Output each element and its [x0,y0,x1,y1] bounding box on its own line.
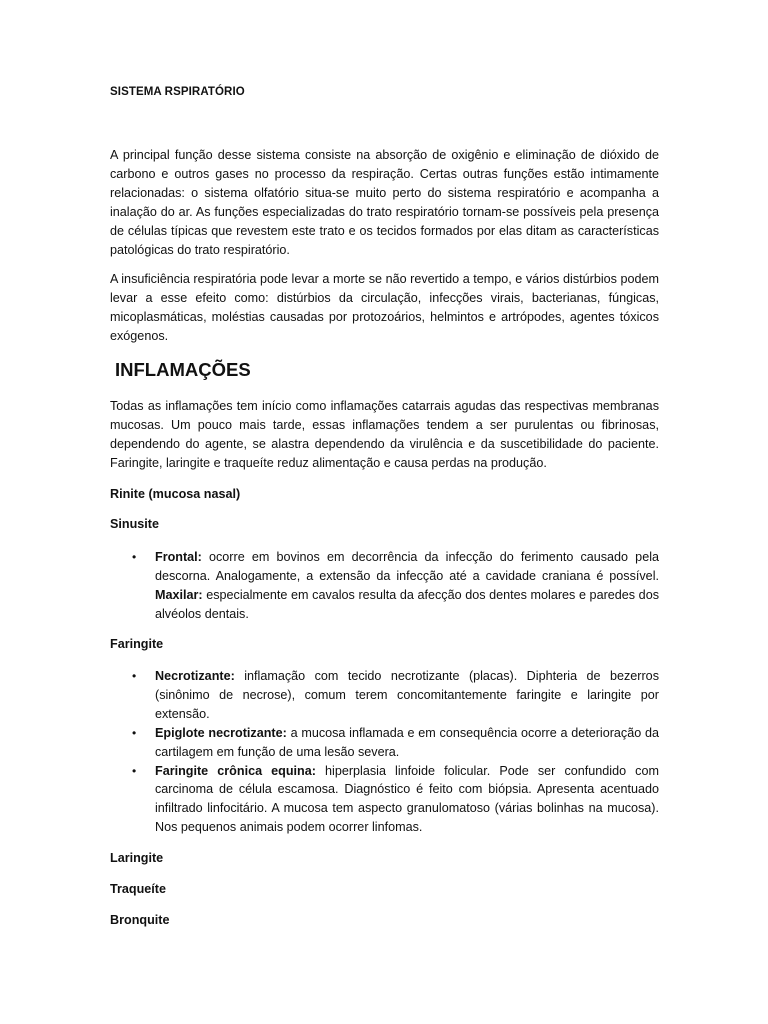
term-label: Frontal: [155,550,202,564]
term-text: especialmente em cavalos resulta da afecção dos dentes molares e paredes dos alvéolos dentais. [155,587,659,621]
list-item [110,762,659,838]
bullet-icon: • [132,550,137,564]
faringite-list [110,667,659,837]
list-item [110,724,659,762]
term-label: Necrotizante: [155,669,235,683]
inflammation-paragraph: Todas as inflamações tem início como inflamações catarrais agudas das respectivas membranas mucosas. Um pouco mais tarde, essas inflamações tendem a ser purulentas ou fibrinosas, dependendo do agente, se alastra dependendo da virulência e da suscetibilidade do paciente. Faringite, laringite e traqueíte reduz alimentação e causa perdas na produção. [110,399,659,470]
subheading-traqueite: Traqueíte [110,882,166,896]
subheading-bronquite: Bronquite [110,913,170,927]
bullet-icon: • [132,669,137,683]
term-label: Epiglote necrotizante: [155,725,287,740]
document-title: SISTEMA RSPIRATÓRIO [110,86,245,98]
term-text: inflamação com tecido necrotizante (placas). Diphteria de bezerros (sinônimo de necrose), comum terem concomitantemente faringite e laringite por extensão. [155,669,659,721]
subheading-laringite: Laringite [110,851,164,865]
term-text: a mucosa inflamada e em consequência ocorre a deterioração da cartilagem em função de uma lesão severa. [155,725,660,759]
list-item [110,548,659,624]
term-label: Maxilar: [155,587,203,602]
subheading-sinusite: Sinusite [110,517,159,531]
term-text: ocorre em bovinos em decorrência da infecção do ferimento causado pela descorna. Analogamente, a extensão da infecção até a cavidade craniana é possível. [155,550,659,583]
intro-paragraph: A principal função desse sistema consiste na absorção de oxigênio e eliminação de dióxido de carbono e outros gases no processo da respiração. Certas outras funções estão intimamente relacionadas: o sistema olfatório situa-se muito perto do sistema respiratório e acompanha a inalação do ar. As funções especializadas do trato respiratório tornam-se possíveis pela presença de células típicas que revestem este trato e os tecidos formados por elas ditam as características patológicas do trato respiratório. [110,148,659,257]
term-text: hiperplasia linfoide folicular. Pode ser confundido com carcinoma de célula escamosa. Diagnóstico é feito com biópsia. Apresenta acentuado infiltrado linfocitário. A mucosa tem aspecto granulomatoso (várias bolinhas na mucosa). Nos pequenos animais podem ocorrer linfomas. [155,763,659,835]
term-label: Faringite crônica equina: [155,763,316,778]
subheading-rinite: Rinite (mucosa nasal) [110,487,241,501]
respiratory-failure-paragraph: A insuficiência respiratória pode levar a morte se não revertido a tempo, e vários distúrbios podem levar a esse efeito como: distúrbios da circulação, infecções virais, bacterianas, fúngicas, micoplasmáticas, moléstias causadas por protozoários, helmintos e artrópodes, agentes tóxicos exógenos. [110,272,659,343]
section-heading-inflamacoes: INFLAMAÇÕES [115,359,251,380]
sinusite-list [110,548,659,624]
list-item [110,667,659,724]
subheading-faringite: Faringite [110,637,164,651]
bullet-icon: • [132,763,137,778]
bullet-icon: • [132,725,137,740]
